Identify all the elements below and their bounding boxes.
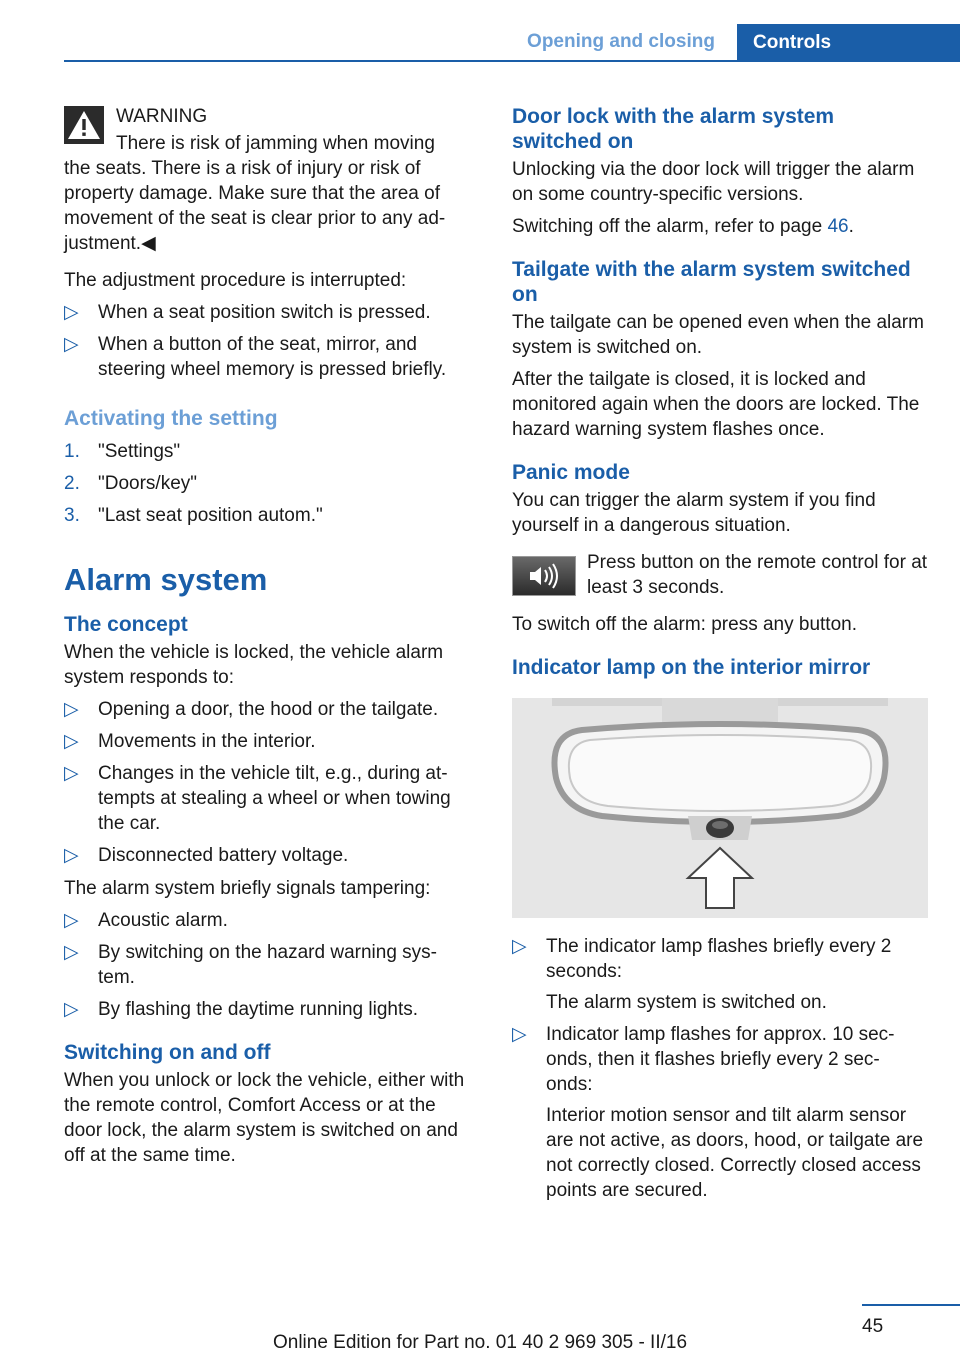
warning-text: the seats. There is a risk of injury or risk of property damage. Make sure that the area of movement of the seat is clear prior to any ad‐ justment.◀ (64, 158, 446, 254)
page-number: 45 (862, 1316, 884, 1337)
concept-list (64, 697, 476, 868)
alarm-heading: Alarm system (64, 562, 268, 597)
step-item: 3. "Last seat position autom." (64, 505, 323, 526)
warning-text-first-line: There is risk of jamming when moving (116, 133, 435, 154)
section-tab[interactable]: Opening and closing (505, 24, 737, 60)
triangle-bullet-icon: ▷ (512, 1024, 527, 1045)
edition-text: Online Edition for Part no. 01 40 2 969 305 - II/16 (272, 1332, 688, 1353)
right-column (512, 104, 928, 1211)
list-item: ▷ Movements in the interior. (64, 731, 316, 752)
list-item: ▷ By flashing the daytime running lights. (64, 999, 419, 1020)
triangle-bullet-icon: ▷ (64, 845, 79, 866)
activating-heading: Activating the setting (64, 407, 278, 430)
tailgate-text-1: The tailgate can be opened even when the alarm system is switched on. (512, 312, 924, 358)
list-item: ▷ Disconnected battery voltage. (64, 845, 349, 866)
triangle-bullet-icon: ▷ (64, 334, 79, 355)
list-item: ▷ Changes in the vehicle tilt, e.g., during at‐ tempts at stealing a wheel or when towing the car. (64, 763, 451, 834)
alarm-speaker-icon (512, 556, 576, 596)
triangle-bullet-icon: ▷ (64, 942, 79, 963)
warning-title: WARNING (116, 106, 208, 127)
warning-block (64, 104, 476, 256)
doorlock-heading: Door lock with the alarm system switched on (512, 105, 835, 153)
tailgate-text-2: After the tailgate is closed, it is locked and monitored again when the doors are locked. The hazard warning system flashes once. (512, 369, 920, 440)
mirror-illustration-icon (512, 698, 928, 918)
left-column (64, 104, 476, 1175)
chapter-tab[interactable]: Controls (737, 24, 960, 62)
list-item: ▷ Opening a door, the hood or the tailgate. (64, 699, 439, 720)
list-item: ▷ Acoustic alarm. (64, 910, 228, 931)
triangle-bullet-icon: ▷ (64, 302, 79, 323)
tailgate-heading: Tailgate with the alarm system switched on (512, 258, 911, 306)
interior-mirror-image (512, 698, 928, 918)
step-item: 2. "Doors/key" (64, 473, 198, 494)
switchoff-reference: Switching off the alarm, refer to page 46. (512, 216, 854, 237)
warning-icon (64, 106, 104, 144)
tamper-list (64, 908, 476, 1022)
concept-heading: The concept (64, 613, 188, 636)
panic-text: You can trigger the alarm system if you find yourself in a dangerous situation. (512, 490, 876, 536)
indicator-heading: Indicator lamp on the interior mirror (512, 656, 871, 679)
indicator-list (512, 934, 928, 1203)
switching-heading: Switching on and off (64, 1041, 271, 1064)
concept-text: When the vehicle is locked, the vehicle alarm system responds to: (64, 642, 444, 688)
interrupt-list (64, 300, 476, 382)
list-item: ▷ By switching on the hazard warning sys‐ tem. (64, 942, 437, 988)
list-item: ▷ When a button of the seat, mirror, and steering wheel memory is pressed briefly. (64, 334, 447, 380)
steps-list (64, 439, 476, 528)
panic-off-text: To switch off the alarm: press any button. (512, 614, 857, 635)
doorlock-text: Unlocking via the door lock will trigger the alarm on some country-specific versions. (512, 159, 915, 205)
triangle-bullet-icon: ▷ (64, 699, 79, 720)
list-item: ▷ The indicator lamp flashes briefly every 2 seconds: The alarm system is switched on. (512, 936, 892, 1013)
triangle-bullet-icon: ▷ (64, 999, 79, 1020)
step-item: 1. "Settings" (64, 441, 181, 462)
page-link[interactable]: 46 (827, 216, 849, 237)
interrupt-intro: The adjustment procedure is interrupted: (64, 270, 407, 291)
triangle-bullet-icon: ▷ (64, 731, 79, 752)
switching-text: When you unlock or lock the vehicle, either with the remote control, Comfort Access or at the door lock, the alarm system is switched on and off at the same time. (64, 1070, 465, 1166)
list-item: ▷ Indicator lamp flashes for approx. 10 sec‐ onds, then it flashes briefly every 2 sec‐ onds: Interior motion sensor and tilt alarm sensor are not active, as doors, hood, or tailgate are not correctly closed. Correctly closed access points are secured. (512, 1024, 924, 1201)
panic-heading: Panic mode (512, 461, 630, 484)
panic-button-text: Press button on the remote control for at least 3 seconds. (587, 552, 928, 598)
triangle-bullet-icon: ▷ (64, 910, 79, 931)
tamper-intro: The alarm system briefly signals tampering: (64, 878, 431, 899)
triangle-bullet-icon: ▷ (512, 936, 527, 957)
panic-button-row (512, 550, 928, 600)
list-item: ▷ When a seat position switch is pressed. (64, 302, 431, 323)
footer-rule (862, 1304, 960, 1306)
triangle-bullet-icon: ▷ (64, 763, 79, 784)
